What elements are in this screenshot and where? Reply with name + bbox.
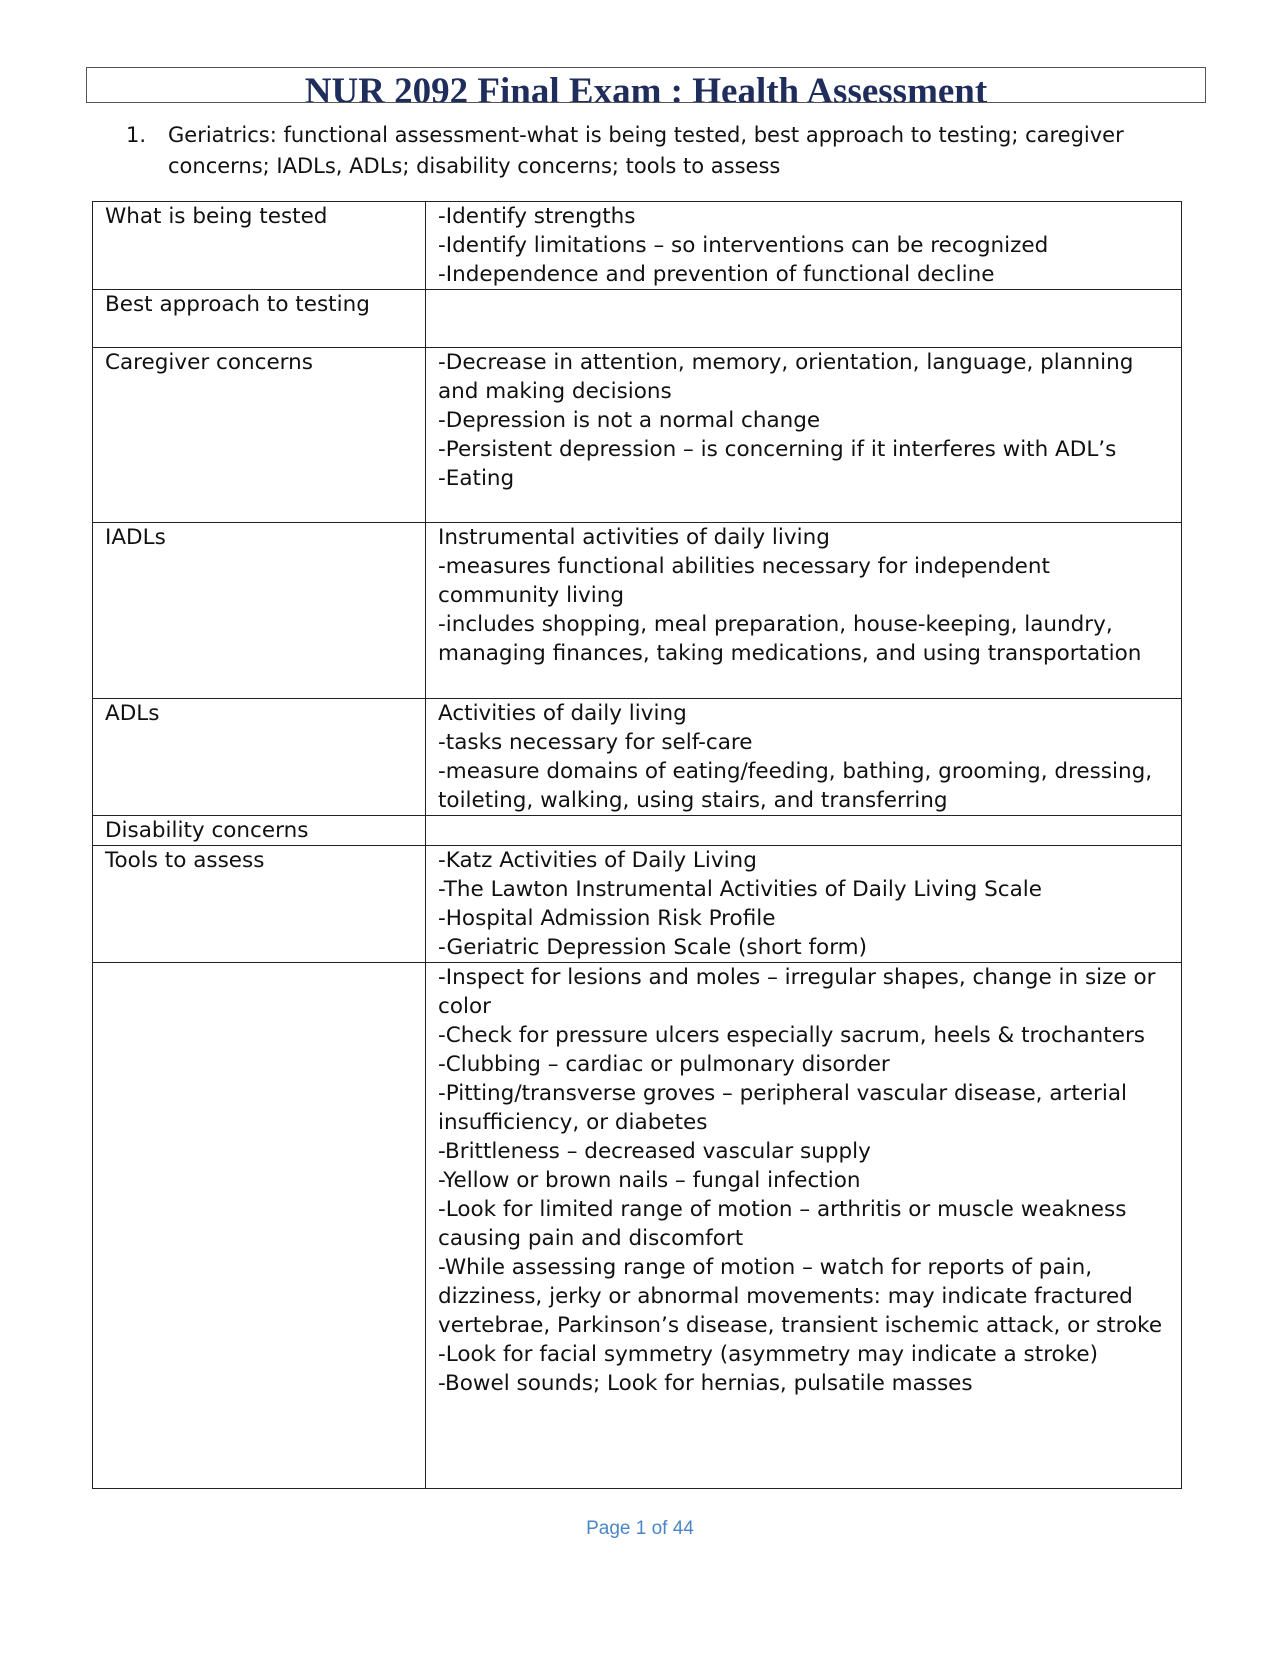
row-content — [426, 202, 1182, 290]
document-title: NUR 2092 Final Exam : Health Assessment — [304, 71, 988, 103]
content-line: -Independence and prevention of functional decline — [438, 262, 995, 287]
row-content — [426, 846, 1182, 963]
document-title-box — [86, 67, 1206, 103]
content-line: -tasks necessary for self-care — [438, 730, 753, 755]
row-label: Disability concerns — [93, 816, 426, 846]
row-content — [426, 963, 1182, 1489]
content-line: -measure domains of eating/feeding, bathing, grooming, dressing, toileting, walking, using stairs, and transferring — [438, 759, 1153, 813]
content-line: -Clubbing – cardiac or pulmonary disorder — [438, 1052, 890, 1077]
table-row — [93, 348, 1182, 523]
content-line: -Pitting/transverse groves – peripheral vascular disease, arterial insufficiency, or diabetes — [438, 1081, 1127, 1135]
row-label: Caregiver concerns — [93, 348, 426, 523]
table-row — [93, 816, 1182, 846]
row-content — [426, 290, 1182, 348]
content-line: -Persistent depression – is concerning if it interferes with ADL’s — [438, 437, 1117, 462]
content-line: -Check for pressure ulcers especially sacrum, heels & trochanters — [438, 1023, 1145, 1048]
content-line: -Look for limited range of motion – arthritis or muscle weakness causing pain and discomfort — [438, 1197, 1127, 1251]
content-line: -Yellow or brown nails – fungal infection — [438, 1168, 861, 1193]
content-line: -Hospital Admission Risk Profile — [438, 906, 776, 931]
content-line: -While assessing range of motion – watch for reports of pain, dizziness, jerky or abnormal movements: may indicate fractured vertebrae, Parkinson’s disease, transient ischemic attack, or stroke — [438, 1255, 1163, 1338]
content-line: -Identify limitations – so interventions can be recognized — [438, 233, 1049, 258]
content-line: -Bowel sounds; Look for hernias, pulsatile masses — [438, 1371, 973, 1396]
content-line: -Eating — [438, 466, 515, 491]
content-line: -Decrease in attention, memory, orientation, language, planning and making decisions — [438, 350, 1134, 404]
row-content — [426, 699, 1182, 816]
question-text: Geriatrics: functional assessment-what is being tested, best approach to testing; caregiver concerns; IADLs, ADLs; disability concerns; tools to assess — [168, 123, 1124, 178]
content-line: -Look for facial symmetry (asymmetry may indicate a stroke) — [438, 1342, 1099, 1367]
table-row — [93, 963, 1182, 1489]
assessment-table — [92, 201, 1182, 1489]
content-line: -measures functional abilities necessary for independent community living — [438, 554, 1050, 608]
content-line: -Katz Activities of Daily Living — [438, 848, 757, 873]
content-line: -Brittleness – decreased vascular supply — [438, 1139, 871, 1164]
row-content — [426, 348, 1182, 523]
row-label: What is being tested — [93, 202, 426, 290]
question-number: 1. — [126, 123, 147, 147]
table-row — [93, 290, 1182, 348]
row-label: ADLs — [93, 699, 426, 816]
content-line: -Inspect for lesions and moles – irregular shapes, change in size or color — [438, 965, 1156, 1019]
row-label: Tools to assess — [93, 846, 426, 963]
row-label: IADLs — [93, 523, 426, 699]
row-label: Best approach to testing — [93, 290, 426, 348]
content-line: Instrumental activities of daily living — [438, 525, 830, 550]
content-line: -Identify strengths — [438, 204, 636, 229]
table-row — [93, 846, 1182, 963]
table-row — [93, 699, 1182, 816]
row-label — [93, 963, 426, 1489]
content-line: -includes shopping, meal preparation, house-keeping, laundry, managing finances, taking medications, and using transportation — [438, 612, 1142, 666]
row-content — [426, 523, 1182, 699]
question-item — [126, 120, 1206, 182]
table-row — [93, 202, 1182, 290]
content-line: Activities of daily living — [438, 701, 687, 726]
table-row — [93, 523, 1182, 699]
page-footer: Page 1 of 44 — [586, 1518, 694, 1539]
content-line: -Geriatric Depression Scale (short form) — [438, 935, 868, 960]
content-line: -The Lawton Instrumental Activities of Daily Living Scale — [438, 877, 1042, 902]
row-content — [426, 816, 1182, 846]
content-line: -Depression is not a normal change — [438, 408, 821, 433]
